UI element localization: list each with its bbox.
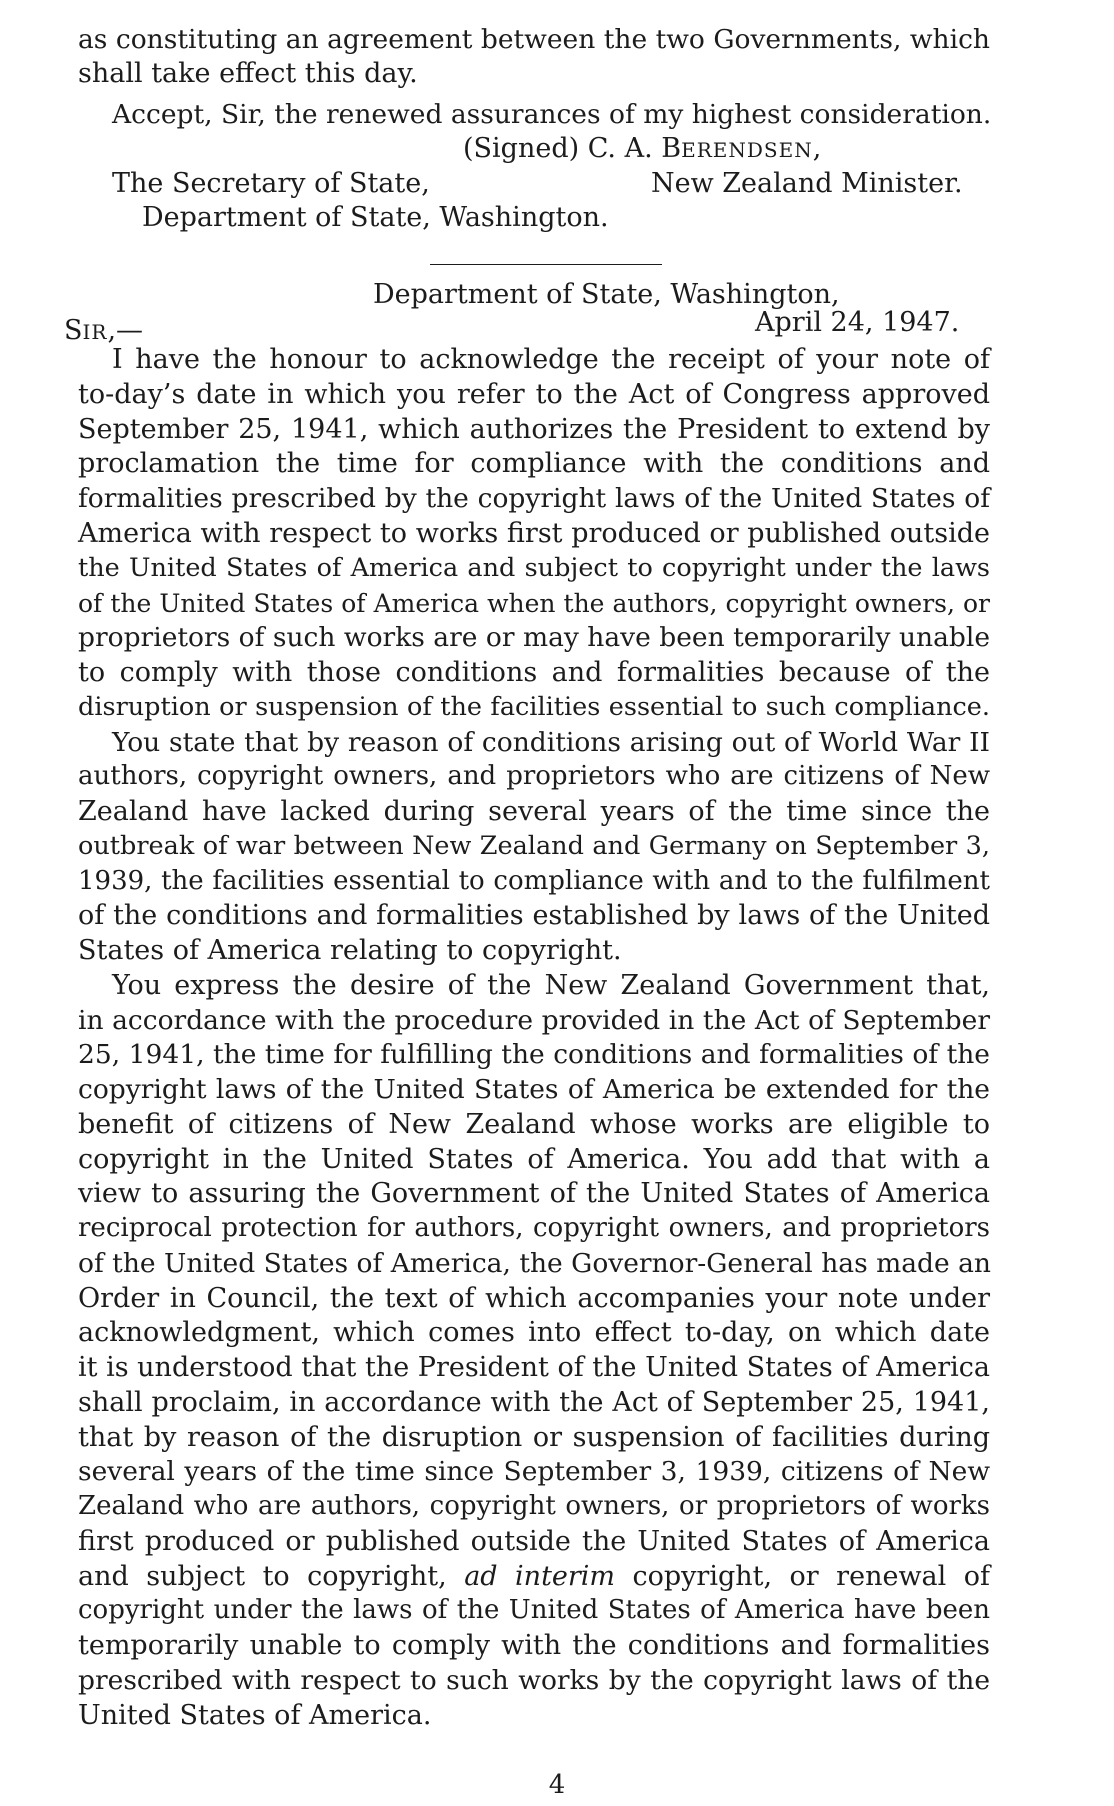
text-line: shall take effect this day. (78, 58, 418, 89)
text-line: temporarily unable to comply with the conditions and formalities (78, 1630, 990, 1661)
section-divider (430, 264, 662, 265)
date-line: April 24, 1947. (755, 307, 960, 338)
text-line: proclamation the time for compliance with the conditions and (78, 448, 990, 479)
text-line: You state that by reason of conditions arising out of World War II (112, 727, 990, 758)
page-number: 4 (548, 1770, 566, 1800)
text-line: copyright in the United States of America. You add that with a (78, 1144, 990, 1175)
text-line: States of America relating to copyright. (78, 935, 622, 966)
text-line: shall proclaim, in accordance with the Act of September 25, 1941, (78, 1387, 990, 1418)
text-line: outbreak of war between New Zealand and Germany on September 3, (78, 831, 990, 861)
text-line: to-day’s date in which you refer to the Act of Congress approved (78, 379, 990, 410)
signature-line: (Signed) C. A. BERENDSEN, (463, 133, 822, 164)
text-line: America with respect to works first produced or published outside (78, 518, 990, 549)
text-line: Zealand have lacked during several years of the time since the (78, 796, 990, 827)
text-line: You express the desire of the New Zealand Government that, (112, 970, 990, 1001)
signer-title: New Zealand Minister. (651, 168, 963, 199)
text-line: September 25, 1941, which authorizes the President to extend by (78, 414, 990, 445)
text-line: of the United States of America, the Governor-General has made an (78, 1248, 991, 1279)
text-line: Zealand who are authors, copyright owners, or proprietors of works (78, 1491, 990, 1521)
text-line: copyright laws of the United States of America be extended for the (78, 1074, 990, 1105)
text-line: view to assuring the Government of the United States of America (78, 1178, 990, 1209)
dateline: Department of State, Washington, (373, 279, 840, 310)
text-line: the United States of America and subject to copyright under the laws (78, 553, 990, 583)
text-line: proprietors of such works are or may have been temporarily unable (78, 622, 990, 653)
text-line: United States of America. (78, 1700, 432, 1731)
text-line: reciprocal protection for authors, copyright owners, and proprietors (78, 1213, 990, 1243)
addressee-department: Department of State, Washington. (142, 202, 609, 233)
text-line: first produced or published outside the United States of America (78, 1526, 990, 1557)
text-line: it is understood that the President of the United States of America (78, 1352, 990, 1383)
text-line: copyright under the laws of the United States of America have been (78, 1595, 990, 1625)
text-line: in accordance with the procedure provided in the Act of September (78, 1005, 990, 1036)
text-line: Order in Council, the text of which accompanies your note under (78, 1283, 990, 1314)
salutation: SIR,— (64, 315, 144, 346)
text-line: of the United States of America when the authors, copyright owners, or (78, 589, 990, 618)
text-line: that by reason of the disruption or suspension of facilities during (78, 1422, 990, 1453)
text-line: 1939, the facilities essential to compliance with and to the fulfilment (78, 866, 990, 896)
text-line: acknowledgment, which comes into effect to-day, on which date (78, 1317, 990, 1348)
text-line: 25, 1941, the time for fulfilling the conditions and formalities of the (78, 1039, 990, 1070)
text-line: I have the honour to acknowledge the receipt of your note of (112, 344, 990, 375)
text-line: to comply with those conditions and formalities because of the (78, 657, 990, 688)
text-line: prescribed with respect to such works by the copyright laws of the (78, 1665, 990, 1696)
text-line: of the conditions and formalities established by laws of the United (78, 900, 990, 931)
text-line: benefit of citizens of New Zealand whose works are eligible to (78, 1109, 990, 1140)
addressee-line: The Secretary of State, (112, 168, 430, 199)
text-line: authors, copyright owners, and proprietors who are citizens of New (78, 761, 990, 791)
text-line: disruption or suspension of the facilities essential to such compliance. (78, 692, 990, 722)
text-line: several years of the time since September 3, 1939, citizens of New (78, 1456, 990, 1487)
text-line-with-italic: and subject to copyright, ad interim copyright, or renewal of (78, 1561, 991, 1592)
text-line: formalities prescribed by the copyright laws of the United States of (78, 483, 990, 514)
acceptance-line: Accept, Sir, the renewed assurances of my highest consideration. (112, 99, 992, 130)
text-line: as constituting an agreement between the two Governments, which (78, 24, 990, 55)
